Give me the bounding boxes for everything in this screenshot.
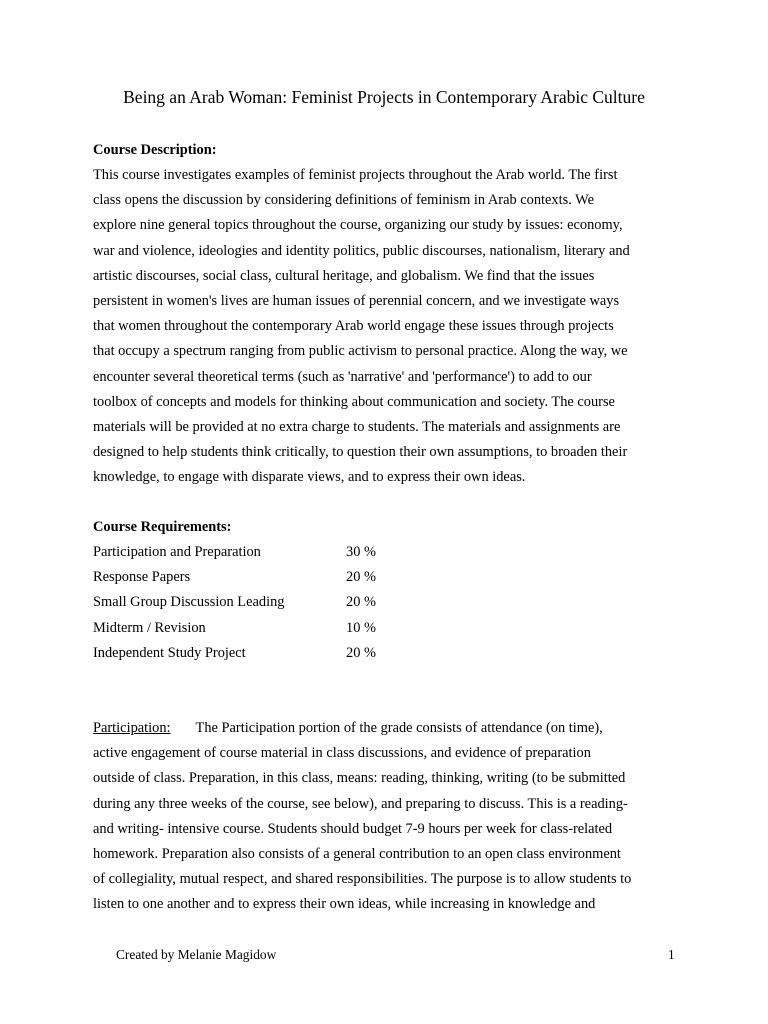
course-requirements-heading: Course Requirements: <box>93 519 232 535</box>
course-description-heading: Course Description: <box>93 142 217 158</box>
requirement-percent: 10 % <box>346 619 376 636</box>
course-description-section <box>93 138 678 490</box>
requirement-name: Midterm / Revision <box>93 619 206 636</box>
description-line: war and violence, ideologies and identity politics, public discourses, nationalism, literary and <box>93 242 630 259</box>
description-line: knowledge, to engage with disparate views, and to express their own ideas. <box>93 469 526 486</box>
description-line: class opens the discussion by considering definitions of feminism in Arab contexts. We <box>93 192 594 209</box>
participation-line: homework. Preparation also consists of a general contribution to an open class environment <box>93 845 621 862</box>
participation-label: Participation: <box>93 720 171 736</box>
requirement-row <box>93 565 678 590</box>
description-line: explore nine general topics throughout the course, organizing our study by issues: economy, <box>93 217 623 234</box>
requirement-row <box>93 616 678 641</box>
requirement-name: Independent Study Project <box>93 644 246 661</box>
document-title: Being an Arab Woman: Feminist Projects in Contemporary Arabic Culture <box>123 87 645 107</box>
page-number: 1 <box>668 947 675 962</box>
description-line: designed to help students think critically, to question their own assumptions, to broaden their <box>93 444 628 461</box>
description-line: This course investigates examples of feminist projects throughout the Arab world. The first <box>93 167 618 183</box>
description-line: that women throughout the contemporary Arab world engage these issues through projects <box>93 318 614 335</box>
description-line: toolbox of concepts and models for thinking about communication and society. The course <box>93 393 615 410</box>
participation-line: during any three weeks of the course, see below), and preparing to discuss. This is a reading- <box>93 795 628 812</box>
requirement-name: Small Group Discussion Leading <box>93 594 285 611</box>
requirement-name: Participation and Preparation <box>93 544 261 560</box>
requirement-row <box>93 590 678 615</box>
description-line: encounter several theoretical terms (such as 'narrative' and 'performance') to add to our <box>93 368 592 385</box>
participation-first-line <box>93 716 678 741</box>
participation-section <box>93 716 678 918</box>
participation-line: and writing- intensive course. Students should budget 7-9 hours per week for class-related <box>93 820 613 837</box>
participation-line: listen to one another and to express their own ideas, while increasing in knowledge and <box>93 896 596 913</box>
footer-credit: Created by Melanie Magidow <box>116 947 277 962</box>
description-line: artistic discourses, social class, cultural heritage, and globalism. We find that the issues <box>93 267 595 284</box>
participation-first-text: The Participation portion of the grade consists of attendance (on time), <box>195 720 603 736</box>
requirement-percent: 20 % <box>346 594 376 611</box>
requirement-percent: 20 % <box>346 569 376 586</box>
requirement-name: Response Papers <box>93 569 191 586</box>
requirement-percent: 20 % <box>346 644 376 661</box>
requirement-row <box>93 540 678 565</box>
description-line: materials will be provided at no extra charge to students. The materials and assignments are <box>93 418 621 435</box>
requirement-percent: 30 % <box>346 544 376 560</box>
course-requirements-section <box>93 515 678 666</box>
participation-line: active engagement of course material in class discussions, and evidence of preparation <box>93 745 591 762</box>
participation-line: outside of class. Preparation, in this class, means: reading, thinking, writing (to be submitted <box>93 770 626 787</box>
requirement-row <box>93 641 678 666</box>
description-line: persistent in women's lives are human issues of perennial concern, and we investigate ways <box>93 292 620 309</box>
participation-line: of collegiality, mutual respect, and shared responsibilities. The purpose is to allow students to <box>93 871 632 888</box>
description-line: that occupy a spectrum ranging from public activism to personal practice. Along the way, we <box>93 343 628 360</box>
